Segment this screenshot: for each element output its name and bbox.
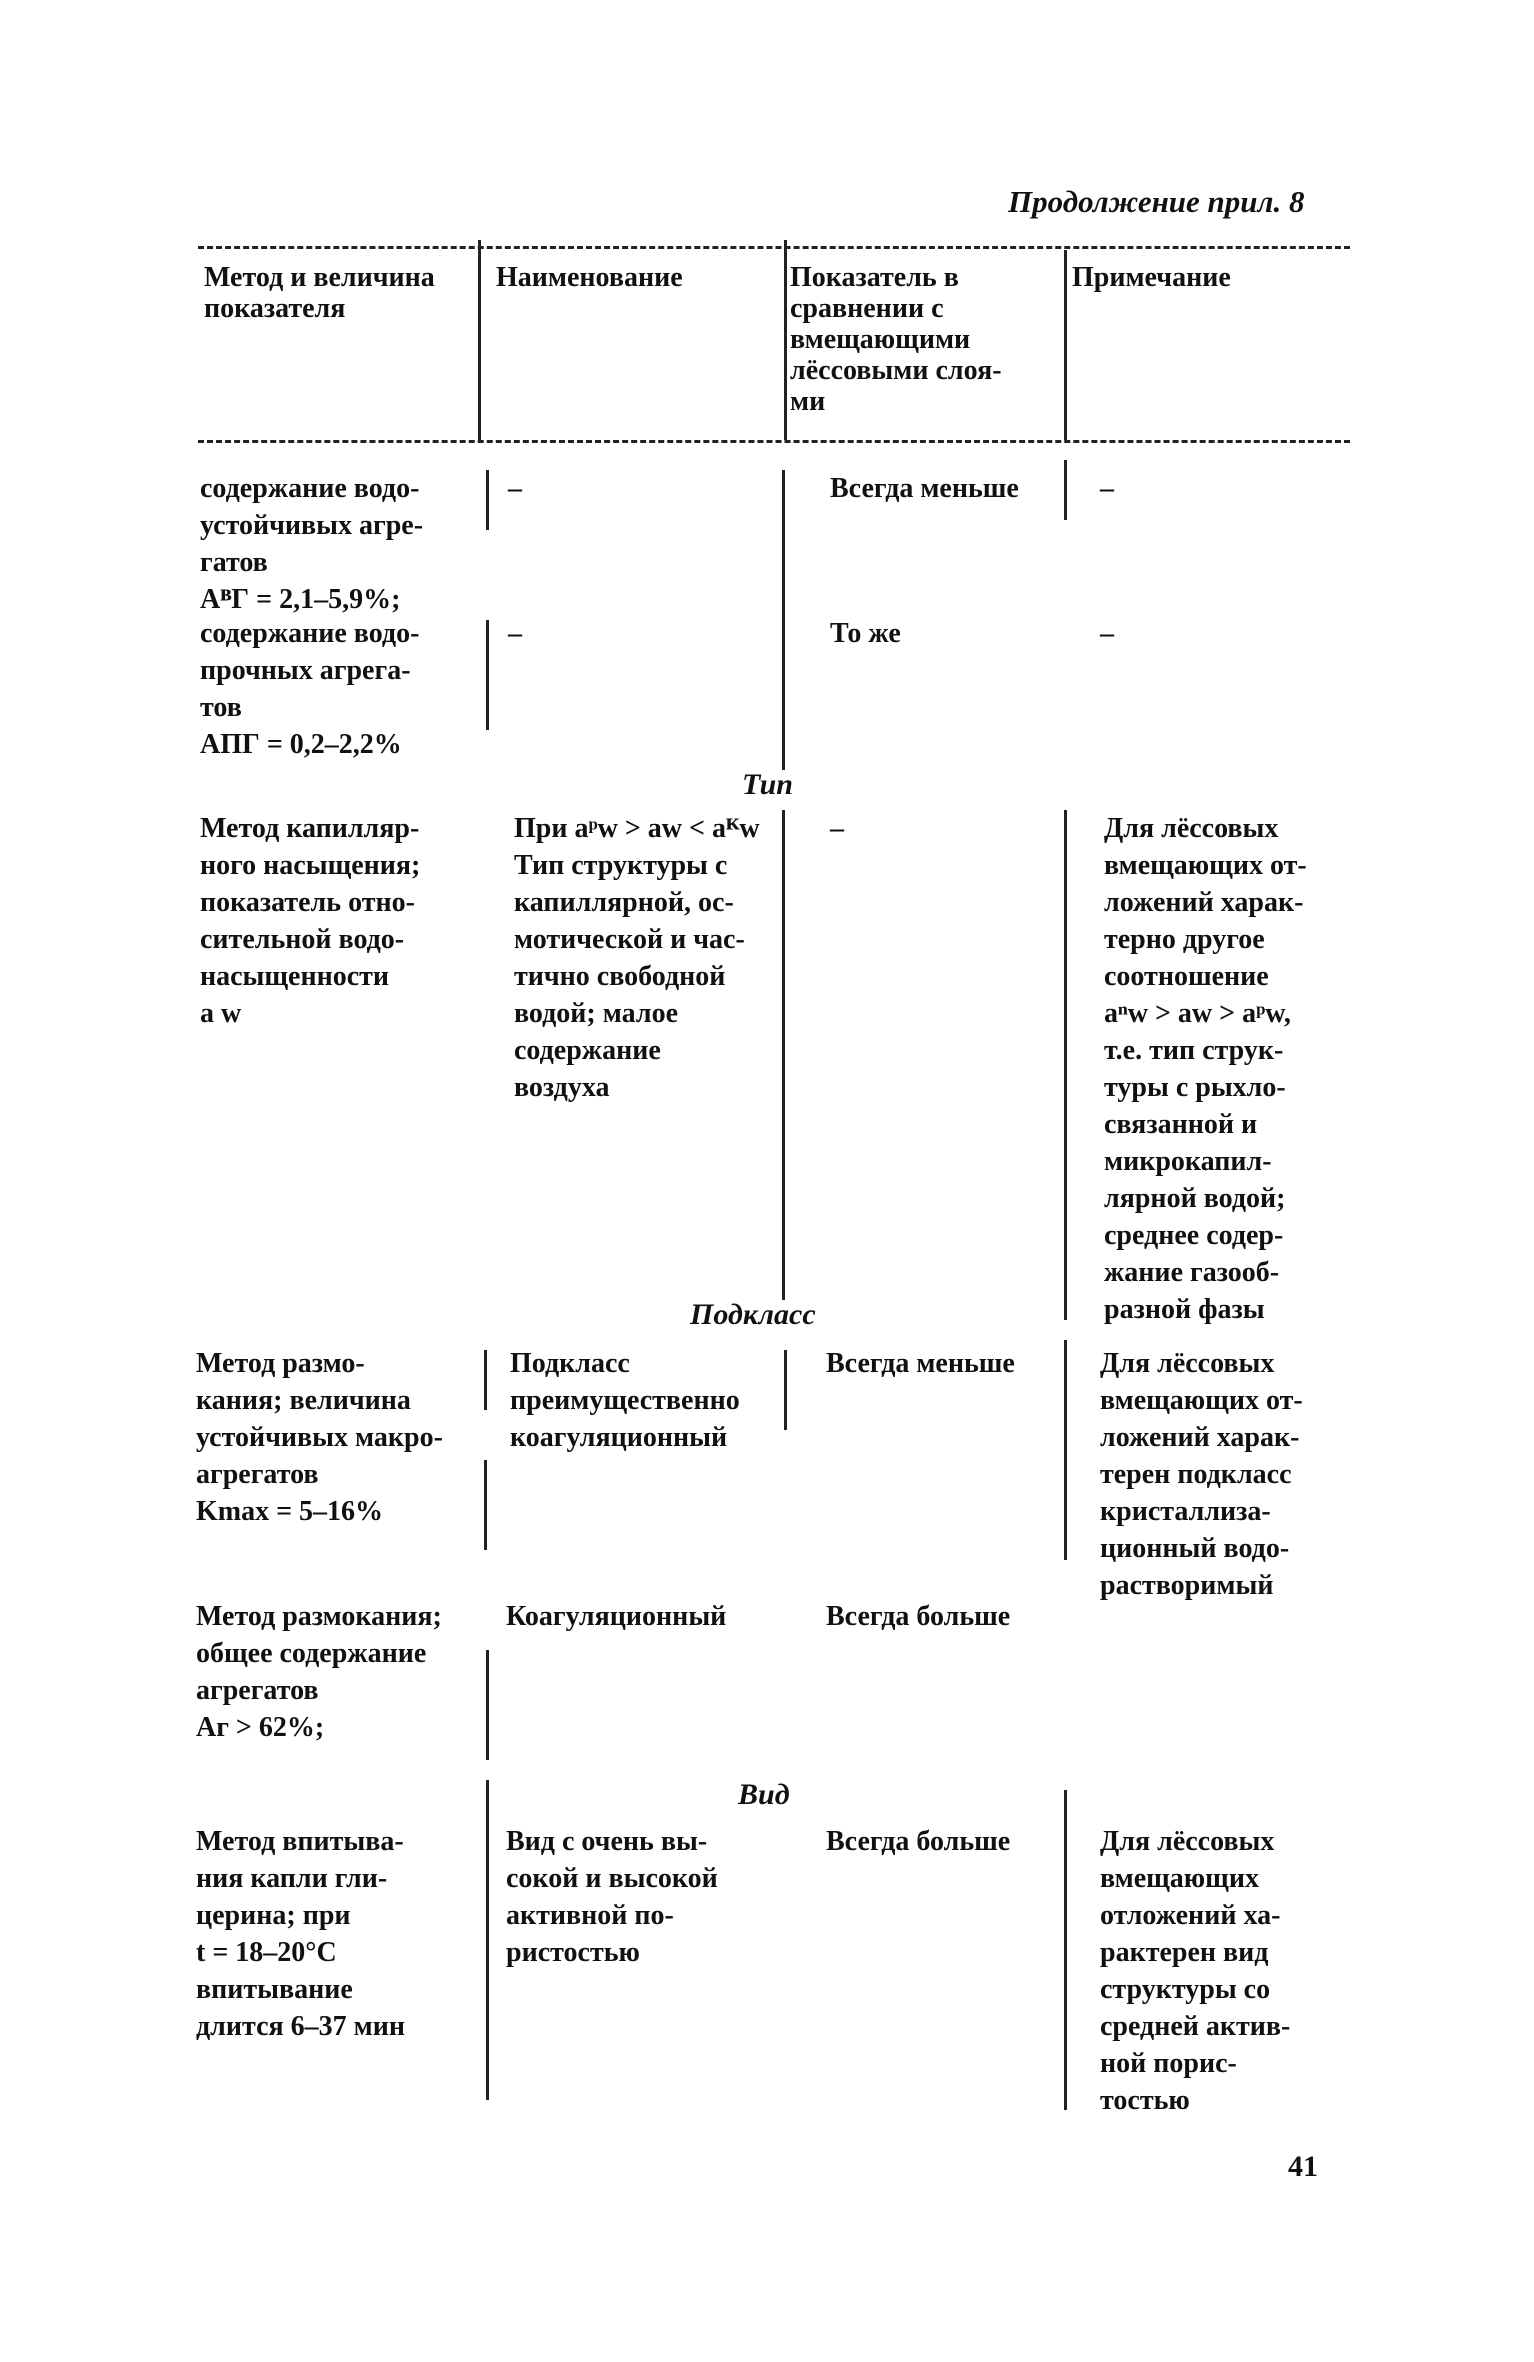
section-tip: Тип xyxy=(742,768,793,801)
cell-line: впитывание xyxy=(196,1974,353,2005)
cell-line: агрегатов xyxy=(196,1459,319,1490)
row6-col4 xyxy=(1100,1823,1290,2119)
header-bottom-rule xyxy=(198,440,1350,443)
body-divider-1e xyxy=(486,1650,489,1760)
row2-col2: – xyxy=(508,618,522,649)
cell-line: содержание водо- xyxy=(200,618,420,649)
row3-col4 xyxy=(1104,810,1307,1328)
header-col1-line: Метод и величина xyxy=(204,262,435,293)
row1-col4: – xyxy=(1100,473,1114,504)
continuation-label: Продолжение прил. 8 xyxy=(1008,184,1305,219)
cell-line: преимущественно xyxy=(510,1385,740,1416)
header-col1-line: показателя xyxy=(204,293,346,324)
cell-line: агрегатов xyxy=(196,1675,319,1706)
cell-line: Для лёссовых xyxy=(1100,1348,1275,1379)
cell-line: Метод впитыва- xyxy=(196,1826,404,1857)
header-col3-line: вмещающими xyxy=(790,324,971,355)
page-number: 41 xyxy=(1288,2150,1318,2183)
header-divider-1 xyxy=(478,240,481,440)
row2-col1 xyxy=(200,615,419,763)
cell-line: отложений ха- xyxy=(1100,1900,1281,1931)
cell-line: насыщенности xyxy=(200,961,390,992)
cell-line: церина; при xyxy=(196,1900,351,1931)
row6-col1 xyxy=(196,1823,405,2045)
cell-line: Подкласс xyxy=(510,1348,630,1379)
cell-line: кристаллиза- xyxy=(1100,1496,1271,1527)
cell-line: кания; величина xyxy=(196,1385,411,1416)
row4-col2 xyxy=(510,1345,740,1456)
cell-line: aⁿw > aw > aᵖw, xyxy=(1104,998,1291,1029)
cell-line: жание газооб- xyxy=(1104,1257,1280,1288)
cell-line: Для лёссовых xyxy=(1104,813,1279,844)
cell-line: связанной и xyxy=(1104,1109,1258,1140)
header-col3-line: сравнении с xyxy=(790,293,944,324)
cell-line: Вид с очень вы- xyxy=(506,1826,708,1857)
header-col3-line: ми xyxy=(790,386,826,417)
cell-line: растворимый xyxy=(1100,1570,1274,1601)
cell-line: устойчивых макро- xyxy=(196,1422,443,1453)
cell-line: ния капли гли- xyxy=(196,1863,388,1894)
header-col3-line: Показатель в xyxy=(790,262,959,293)
cell-line: среднее содер- xyxy=(1104,1220,1284,1251)
cell-line: вмещающих от- xyxy=(1100,1385,1303,1416)
cell-line: вмещающих от- xyxy=(1104,850,1307,881)
body-divider-1a xyxy=(486,470,489,530)
cell-line: водой; малое xyxy=(514,998,679,1029)
row5-col2: Коагуляционный xyxy=(506,1601,727,1632)
cell-line: ложений харак- xyxy=(1100,1422,1300,1453)
cell-line: устойчивых агре- xyxy=(200,510,424,541)
cell-line: Тип структуры с xyxy=(514,850,728,881)
body-divider-3c xyxy=(1064,1340,1067,1560)
body-divider-2b xyxy=(782,810,785,1300)
cell-line: мотической и час- xyxy=(514,924,745,955)
cell-line: тов xyxy=(200,692,242,723)
cell-line: вмещающих xyxy=(1100,1863,1259,1894)
row3-col1 xyxy=(200,810,420,1032)
cell-line: содержание xyxy=(514,1035,661,1066)
header-col2-line: Наименование xyxy=(496,262,683,293)
row1-col2: – xyxy=(508,473,522,504)
cell-line: ной порис- xyxy=(1100,2048,1237,2079)
cell-line: ложений харак- xyxy=(1104,887,1304,918)
cell-line: длится 6–37 мин xyxy=(196,2011,406,2042)
cell-line: гатов xyxy=(200,547,268,578)
row4-col4 xyxy=(1100,1345,1303,1604)
row3-col2 xyxy=(514,810,760,1106)
body-divider-2c xyxy=(784,1350,787,1430)
cell-line: терен подкласс xyxy=(1100,1459,1292,1490)
cell-line: соотношение xyxy=(1104,961,1269,992)
cell-line: содержание водо- xyxy=(200,473,420,504)
header-divider-2 xyxy=(784,240,787,440)
cell-line: туры с рыхло- xyxy=(1104,1072,1286,1103)
body-divider-1f xyxy=(486,1780,489,2100)
table-top-rule xyxy=(198,246,1350,249)
cell-line: разной фазы xyxy=(1104,1294,1265,1325)
cell-line: микрокапил- xyxy=(1104,1146,1272,1177)
cell-line: сительной водо- xyxy=(200,924,405,955)
section-vid: Вид xyxy=(738,1778,790,1811)
row1-col3: Всегда меньше xyxy=(830,473,1019,504)
header-col3 xyxy=(790,262,1002,417)
cell-line: AПГ = 0,2–2,2% xyxy=(200,729,402,760)
header-col4-line: Примечание xyxy=(1072,262,1231,293)
row5-col1 xyxy=(196,1598,442,1746)
cell-line: Aг > 62%; xyxy=(196,1712,325,1743)
cell-line: Kmax = 5–16% xyxy=(196,1496,384,1527)
row6-col2 xyxy=(506,1823,718,1971)
body-divider-1c xyxy=(484,1350,487,1410)
row2-col3: То же xyxy=(830,618,901,649)
row4-col1 xyxy=(196,1345,443,1530)
header-col2 xyxy=(496,262,683,293)
cell-line: ристостью xyxy=(506,1937,640,1968)
body-divider-1b xyxy=(486,620,489,730)
cell-line: коагуляционный xyxy=(510,1422,728,1453)
cell-line: AᴮГ = 2,1–5,9%; xyxy=(200,584,401,615)
row6-col3: Всегда больше xyxy=(826,1826,1011,1857)
row3-col3: – xyxy=(830,813,844,844)
cell-line: тично свободной xyxy=(514,961,726,992)
cell-line: Для лёссовых xyxy=(1100,1826,1275,1857)
cell-line: т.е. тип струк- xyxy=(1104,1035,1284,1066)
row4-col3: Всегда меньше xyxy=(826,1348,1015,1379)
body-divider-2a xyxy=(782,470,785,770)
body-divider-3a xyxy=(1064,460,1067,520)
body-divider-1d xyxy=(484,1460,487,1550)
cell-line: терно другое xyxy=(1104,924,1265,955)
cell-line: ного насыщения; xyxy=(200,850,421,881)
cell-line: средней актив- xyxy=(1100,2011,1291,2042)
row2-col4: – xyxy=(1100,618,1114,649)
section-podklass: Подкласс xyxy=(690,1298,816,1331)
row1-col1 xyxy=(200,470,423,618)
cell-line: рактерен вид xyxy=(1100,1937,1269,1968)
cell-line: При aᵖw > aw < aᴷw xyxy=(514,813,760,844)
header-col4 xyxy=(1072,262,1231,293)
header-col3-line: лёссовыми слоя- xyxy=(790,355,1002,386)
cell-line: Метод размокания; xyxy=(196,1601,442,1632)
cell-line: t = 18–20°C xyxy=(196,1937,337,1968)
cell-line: a w xyxy=(200,998,242,1029)
row5-col3: Всегда больше xyxy=(826,1601,1011,1632)
body-divider-3d xyxy=(1064,1790,1067,2110)
cell-line: общее содержание xyxy=(196,1638,427,1669)
cell-line: лярной водой; xyxy=(1104,1183,1286,1214)
cell-line: структуры со xyxy=(1100,1974,1271,2005)
cell-line: показатель отно- xyxy=(200,887,415,918)
header-col1 xyxy=(204,262,435,324)
cell-line: прочных агрега- xyxy=(200,655,411,686)
cell-line: Метод капилляр- xyxy=(200,813,420,844)
body-divider-3b xyxy=(1064,810,1067,1320)
header-divider-3 xyxy=(1064,250,1067,440)
cell-line: ционный водо- xyxy=(1100,1533,1290,1564)
cell-line: сокой и высокой xyxy=(506,1863,718,1894)
cell-line: капиллярной, ос- xyxy=(514,887,734,918)
cell-line: Метод размо- xyxy=(196,1348,365,1379)
cell-line: тостью xyxy=(1100,2085,1190,2116)
cell-line: воздуха xyxy=(514,1072,610,1103)
cell-line: активной по- xyxy=(506,1900,674,1931)
